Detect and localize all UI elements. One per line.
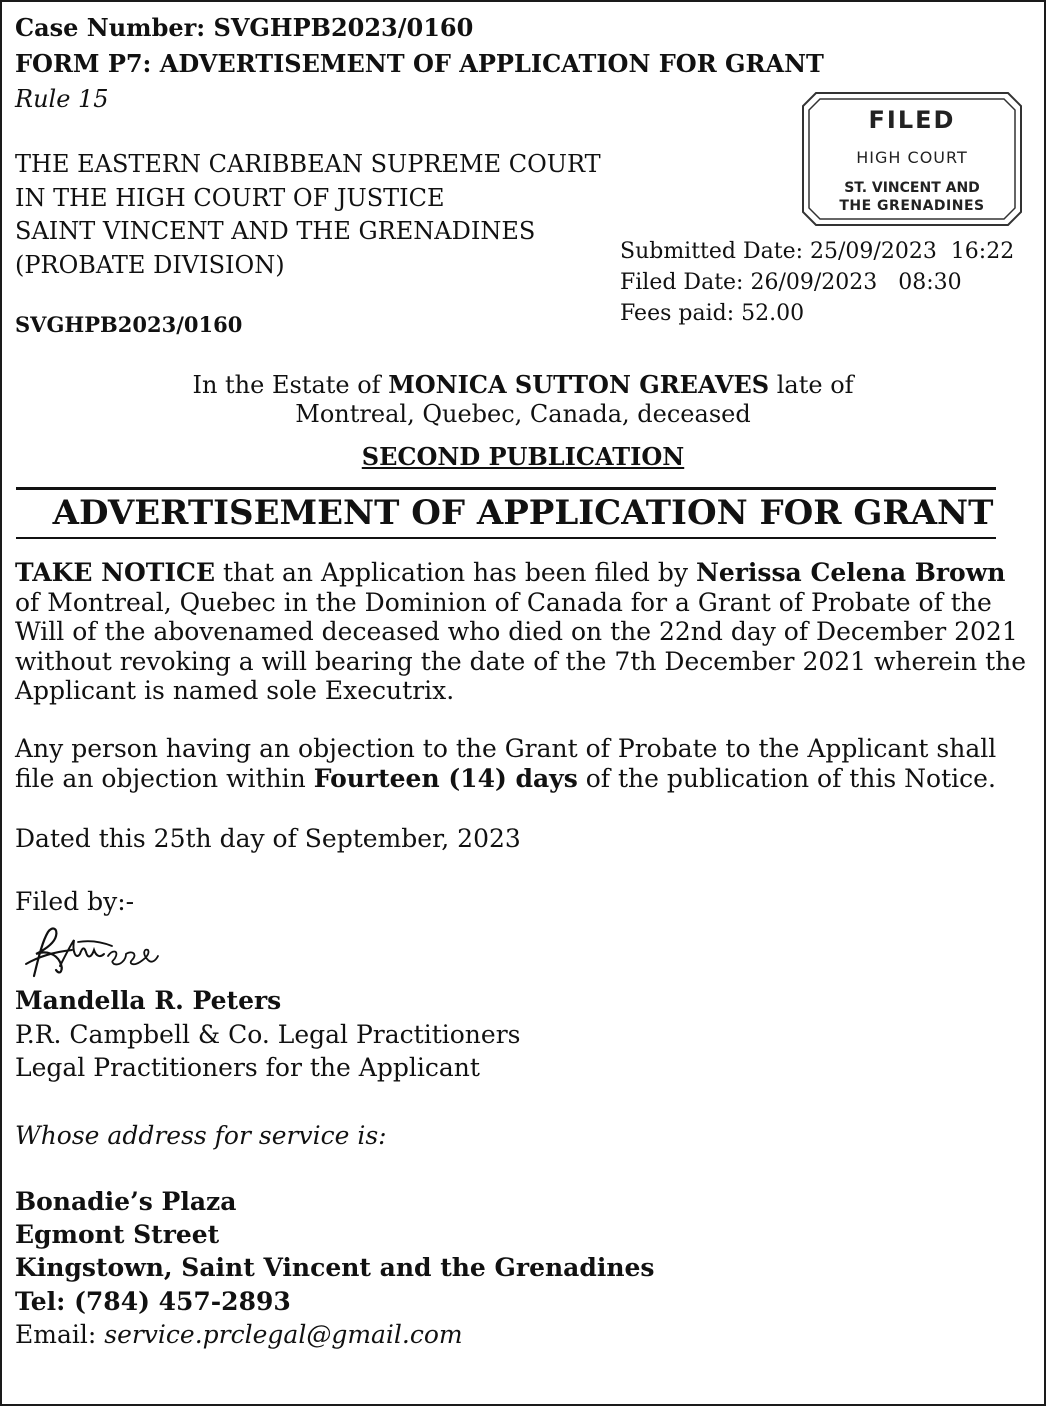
deceased-name: MONICA SUTTON GREAVES [388,370,770,399]
dated-line: Dated this 25th day of September, 2023 [15,824,521,853]
objection-text-1: Any person having an objection to the Grant of Probate to the Applicant shall file an objection within [15,734,997,793]
court-heading [15,148,601,282]
notice-lead: TAKE NOTICE [15,558,215,587]
submitted-date: Submitted Date: 25/09/2023 16:22 [620,239,1015,264]
signature-icon [20,920,160,982]
stamp-place-1: ST. VINCENT AND [844,180,980,196]
case-number: Case Number: SVGHPB2023/0160 [15,13,474,42]
estate-suffix: late of [769,371,854,399]
signatory-name: Mandella R. Peters [15,986,282,1015]
publication-label: SECOND PUBLICATION [361,442,685,471]
notice-text-1: that an Application has been filed by [215,558,696,587]
filed-date: Filed Date: 26/09/2023 08:30 [620,270,962,295]
fees-paid: Fees paid: 52.00 [620,301,805,326]
court-line-1: THE EASTERN CARIBBEAN SUPREME COURT [15,150,601,178]
notice-paragraph [15,558,1035,706]
email-line [15,1318,463,1351]
court-line-2: IN THE HIGH COURT OF JUSTICE [15,183,445,212]
title-rule-bottom [16,537,996,539]
address-line-1: Bonadie’s Plaza [15,1187,237,1216]
case-reference: SVGHPB2023/0160 [15,312,243,337]
email-label: Email: [15,1320,105,1349]
notice-text-2: of Montreal, Quebec in the Dominion of Canada for a Grant of Probate of the Will of the abovenamed deceased who died on the 22nd day of December 2021 without revoking a will bearing the date of the 7th December 2021 wherein the Applicant is named sole Executrix. [15,587,1027,705]
court-line-3: SAINT VINCENT AND THE GRENADINES [15,217,536,245]
estate-prefix: In the Estate of [192,371,389,399]
stamp-place-2: THE GRENADINES [839,198,985,214]
title-rule-top [16,487,996,490]
filed-stamp [802,92,1022,226]
filing-dates [620,236,1014,329]
signatory-firm: P.R. Campbell & Co. Legal Practitioners [15,1020,521,1049]
address-line-2: Egmont Street [15,1220,220,1249]
estate-line-1 [2,368,1044,402]
service-label: Whose address for service is: [15,1121,387,1150]
signatory-role: Legal Practitioners for the Applicant [15,1053,480,1082]
court-line-4: (PROBATE DIVISION) [15,250,285,279]
address-line-3: Kingstown, Saint Vincent and the Grenadines [15,1253,655,1282]
estate-line-2: Montreal, Quebec, Canada, deceased [295,400,751,428]
form-title: FORM P7: ADVERTISEMENT OF APPLICATION FOR GRANT [15,49,824,78]
applicant-name: Nerissa Celena Brown [695,558,1006,587]
objection-paragraph [15,734,1035,794]
filed-by-label: Filed by:- [15,887,135,916]
objection-text-2: of the publication of this Notice. [577,764,996,793]
stamp-filed: FILED [868,106,956,134]
email-address[interactable]: service.prclegal@gmail.com [104,1320,463,1349]
advertisement-title: ADVERTISEMENT OF APPLICATION FOR GRANT [52,493,994,533]
objection-period: Fourteen (14) days [313,764,578,793]
telephone: Tel: (784) 457-2893 [15,1287,291,1316]
stamp-court: HIGH COURT [856,148,968,167]
rule-reference: Rule 15 [15,85,109,113]
